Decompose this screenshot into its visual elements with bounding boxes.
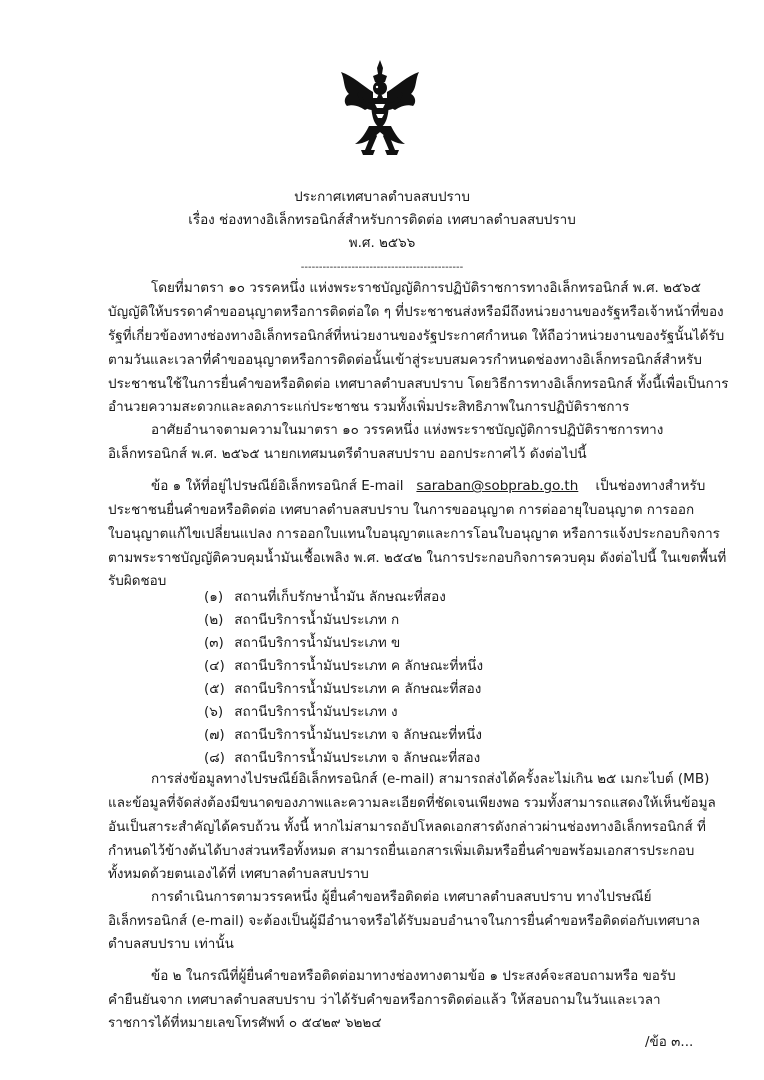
clause-1-line: ประชาชนยื่นคำขอหรือติดต่อ เทศบาลตำบลสบปราบ ในการขออนุญาต การต่ออายุใบอนุญาต การออก (108, 502, 695, 518)
garuda-emblem-icon (335, 58, 425, 158)
paragraph-2-line: อาศัยอำนาจตามความในมาตรา ๑๐ วรรคหนึ่ง แห่งพระราชบัญญัติการปฏิบัติราชการทาง (151, 422, 664, 438)
clause-2-line: ราชการได้ที่หมายเลขโทรศัพท์ ๐ ๕๔๒๙ ๖๒๒๔ (108, 1015, 382, 1031)
list-item (204, 634, 400, 652)
paragraph-2-line: อิเล็กทรอนิกส์ พ.ศ. ๒๕๖๕ นายกเทศมนตรีตำบลสบปราบ ออกประกาศไว้ ดังต่อไปนี้ (108, 446, 587, 462)
list-item-text: สถานที่เก็บรักษาน้ำมัน ลักษณะที่สอง (234, 589, 446, 605)
continuation-marker: /ข้อ ๓... (645, 1034, 694, 1050)
list-item-text: สถานีบริการน้ำมันประเภท ค ลักษณะที่สอง (234, 681, 482, 697)
list-item (204, 588, 446, 606)
clause-1-line: รับผิดชอบ (108, 573, 167, 589)
list-item (204, 749, 480, 767)
list-item (204, 657, 483, 675)
paragraph-4-line: ตำบลสบปราบ เท่านั้น (108, 936, 234, 952)
list-item (204, 726, 482, 744)
clause-2-line: คำยืนยันจาก เทศบาลตำบลสบปราบ ว่าได้รับคำขอหรือการติดต่อแล้ว ให้สอบถามในวันและเวลา (108, 992, 661, 1008)
paragraph-3-line: อันเป็นสาระสำคัญได้ครบถ้วน ทั้งนี้ หากไม่สามารถอัปโหลดเอกสารดังกล่าวผ่านช่องทางอิเล็กทรอนิกส์ ที่ (108, 819, 706, 835)
list-item-number: (๔) (204, 658, 225, 674)
list-item-number: (๑) (204, 589, 224, 605)
clause-2-line: ข้อ ๒ ในกรณีที่ผู้ยื่นคำขอหรือติดต่อมาทางช่องทางตามข้อ ๑ ประสงค์จะสอบถามหรือ ขอรับ (151, 968, 676, 984)
list-item-number: (๘) (204, 750, 225, 766)
email-link[interactable]: saraban@sobprab.go.th (416, 478, 579, 494)
paragraph-1-line: ตามวันและเวลาที่คำขออนุญาตหรือการติดต่อนั้นเข้าสู่ระบบสมควรกำหนดช่องทางอิเล็กทรอนิกส์สำหรับ (108, 352, 702, 368)
list-item-number: (๕) (204, 681, 225, 697)
clause-1-line: ตามพระราชบัญญัติควบคุมน้ำมันเชื้อเพลิง พ.ศ. ๒๕๔๒ ในการประกอบกิจการควบคุม ดังต่อไปนี้ ในเขตพื้นที่ (108, 550, 727, 566)
announcement-year: พ.ศ. ๒๕๖๖ (348, 235, 416, 251)
list-item-text: สถานีบริการน้ำมันประเภท ค ลักษณะที่หนึ่ง (234, 658, 484, 674)
paragraph-3-line: การส่งข้อมูลทางไปรษณีย์อิเล็กทรอนิกส์ (e-mail) สามารถส่งได้ครั้งละไม่เกิน ๒๕ เมกะไบต์ (MB) (151, 771, 710, 787)
clause-1-suffix: เป็นช่องทางสำหรับ (595, 478, 706, 494)
list-item-text: สถานีบริการน้ำมันประเภท ข (234, 635, 401, 651)
list-item-number: (๖) (204, 704, 224, 720)
announcement-subject: เรื่อง ช่องทางอิเล็กทรอนิกส์สำหรับการติดต่อ เทศบาลตำบลสบปราบ (188, 212, 576, 228)
paragraph-3-line: ทั้งหมดด้วยตนเองได้ที่ เทศบาลตำบลสบปราบ (108, 866, 369, 882)
paragraph-1-line: อำนวยความสะดวกและลดภาระแก่ประชาชน รวมทั้งเพิ่มประสิทธิภาพในการปฏิบัติราชการ (108, 399, 630, 415)
list-item-text: สถานีบริการน้ำมันประเภท จ ลักษณะที่หนึ่ง (234, 727, 482, 743)
list-item (204, 680, 481, 698)
list-item-number: (๓) (204, 635, 224, 651)
list-item-number: (๗) (204, 727, 225, 743)
list-item-text: สถานีบริการน้ำมันประเภท จ ลักษณะที่สอง (234, 750, 481, 766)
paragraph-1-line: บัญญัติให้บรรดาคำขออนุญาตหรือการติดต่อใด ๆ ที่ประชาชนส่งหรือมีถึงหน่วยงานของรัฐหรือเจ้าหน้าที่ของ (108, 304, 724, 320)
paragraph-3-line: กำหนดไว้ข้างต้นได้บางส่วนหรือทั้งหมด สามารถยื่นเอกสารเพิ่มเติมหรือยื่นคำขอพร้อมเอกสารประกอบ (108, 843, 695, 859)
list-item (204, 703, 398, 721)
paragraph-4-line: อิเล็กทรอนิกส์ (e-mail) จะต้องเป็นผู้มีอำนาจหรือได้รับมอบอำนาจในการยื่นคำขอหรือติดต่อกับเทศบาล (108, 913, 700, 929)
paragraph-1-line: โดยที่มาตรา ๑๐ วรรคหนึ่ง แห่งพระราชบัญญัติการปฏิบัติราชการทางอิเล็กทรอนิกส์ พ.ศ. ๒๕๖๕ (151, 280, 701, 296)
clause-1-prefix: ข้อ ๑ ให้ที่อยู่ไปรษณีย์อิเล็กทรอนิกส์ E-mail (151, 478, 404, 494)
paragraph-4-line: การดำเนินการตามวรรคหนึ่ง ผู้ยื่นคำขอหรือติดต่อ เทศบาลตำบลสบปราบ ทางไปรษณีย์ (151, 889, 652, 905)
clause-1-line: ใบอนุญาตแก้ไขเปลี่ยนแปลง การออกใบแทนใบอนุญาตและการโอนใบอนุญาต หรือการแจ้งประกอบกิจการ (108, 526, 720, 542)
paragraph-1-line: รัฐที่เกี่ยวข้องทางช่องทางอิเล็กทรอนิกส์ที่หน่วยงานของรัฐประกาศกำหนด ให้ถือว่าหน่วยงานของรัฐนั้นได้รับ (108, 328, 725, 344)
list-item (204, 611, 399, 629)
list-item-text: สถานีบริการน้ำมันประเภท ก (234, 612, 400, 628)
header-divider: --------------------------------------------- (300, 262, 464, 273)
paragraph-3-line: และข้อมูลที่จัดส่งต้องมีขนาดของภาพและความละเอียดที่ชัดเจนเพียงพอ รวมทั้งสามารถแสดงให้เห็นข้อมูล (108, 795, 716, 811)
paragraph-1-line: ประชาชนใช้ในการยื่นคำขอหรือติดต่อ เทศบาลตำบลสบปราบ โดยวิธีการทางอิเล็กทรอนิกส์ ทั้งนี้เพื่อเป็นการ (108, 376, 729, 392)
list-item-text: สถานีบริการน้ำมันประเภท ง (234, 704, 398, 720)
clause-1-heading (151, 477, 705, 495)
announcement-title: ประกาศเทศบาลตำบลสบปราบ (294, 189, 470, 205)
list-item-number: (๒) (204, 612, 224, 628)
